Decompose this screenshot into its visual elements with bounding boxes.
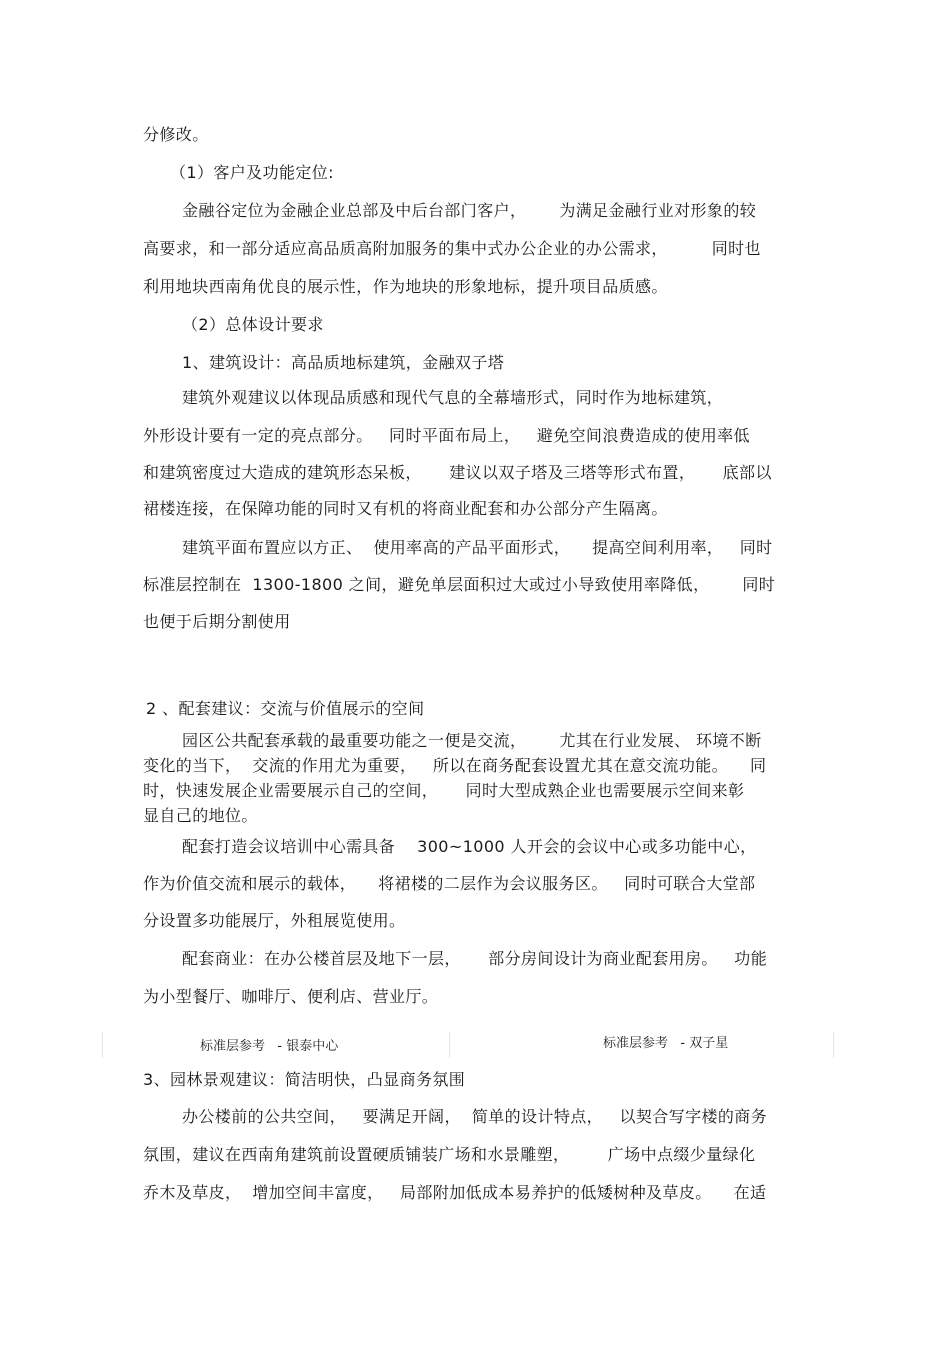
paragraph-line: 和建筑密度过大造成的建筑形态呆板， 建议以双子塔及三塔等形式布置， 底部以: [143, 463, 772, 482]
paragraph-line: 外形设计要有一定的亮点部分。 同时平面布局上， 避免空间浪费造成的使用率低: [143, 426, 750, 445]
paragraph-line: 标准层控制在 1300-1800 之间，避免单层面积过大或过小导致使用率降低， 同时: [143, 575, 776, 594]
subheading-landscape: 3、园林景观建议：简洁明快，凸显商务氛围: [143, 1070, 466, 1089]
subheading-amenities: 2 、配套建议：交流与价值展示的空间: [146, 699, 425, 718]
figure-divider: [833, 1032, 834, 1058]
paragraph-line: 也便于后期分割使用: [143, 612, 291, 631]
intro-line: 分修改。: [143, 125, 209, 144]
paragraph-line: 作为价值交流和展示的载体， 将裙楼的二层作为会议服务区。 同时可联合大堂部: [143, 874, 756, 893]
paragraph-line: 为小型餐厅、咖啡厅、便利店、营业厅。: [143, 987, 439, 1006]
paragraph-line: 配套打造会议培训中心需具备 300~1000 人开会的会议中心或多功能中心，: [182, 837, 757, 856]
paragraph-line: 氛围，建议在西南角建筑前设置硬质铺装广场和水景雕塑， 广场中点缀少量绿化: [143, 1145, 756, 1164]
paragraph-line: 金融谷定位为金融企业总部及中后台部门客户， 为满足金融行业对形象的较: [182, 201, 757, 220]
paragraph-line: 建筑平面布置应以方正、 使用率高的产品平面形式， 提高空间利用率， 同时: [182, 538, 773, 557]
paragraph-line: 高要求，和一部分适应高品质高附加服务的集中式办公企业的办公需求， 同时也: [143, 239, 761, 258]
paragraph-line: 显自己的地位。: [143, 806, 258, 825]
section-heading-design-requirements: （2）总体设计要求: [182, 315, 324, 334]
paragraph-line: 时，快速发展企业需要展示自己的空间， 同时大型成熟企业也需要展示空间来彰: [143, 781, 745, 800]
paragraph-line: 配套商业：在办公楼首层及地下一层， 部分房间设计为商业配套用房。 功能: [182, 949, 768, 968]
paragraph-line: 办公楼前的公共空间， 要满足开阔， 简单的设计特点， 以契合写字楼的商务: [182, 1107, 768, 1126]
figure-divider: [449, 1032, 450, 1058]
subheading-architecture: 1、建筑设计：高品质地标建筑，金融双子塔: [182, 353, 505, 372]
paragraph-line: 裙楼连接，在保障功能的同时又有机的将商业配套和办公部分产生隔离。: [143, 499, 668, 518]
paragraph-line: 乔木及草皮， 增加空间丰富度， 局部附加低成本易养护的低矮树种及草皮。 在适: [143, 1183, 767, 1202]
paragraph-line: 利用地块西南角优良的展示性，作为地块的形象地标，提升项目品质感。: [143, 277, 668, 296]
section-heading-client-positioning: （1）客户及功能定位:: [170, 163, 334, 182]
paragraph-line: 分设置多功能展厅，外租展览使用。: [143, 911, 406, 930]
figure-caption-right: 标准层参考 - 双子星: [603, 1036, 729, 1051]
figure-divider: [102, 1032, 103, 1058]
paragraph-line: 园区公共配套承载的最重要功能之一便是交流， 尤其在行业发展、 环境不断: [182, 731, 762, 750]
paragraph-line: 变化的当下， 交流的作用尤为重要， 所以在商务配套设置尤其在意交流功能。 同: [143, 756, 767, 775]
figure-caption-left: 标准层参考 - 银泰中心: [200, 1039, 339, 1054]
paragraph-line: 建筑外观建议以体现品质感和现代气息的全幕墙形式，同时作为地标建筑，: [182, 388, 724, 407]
